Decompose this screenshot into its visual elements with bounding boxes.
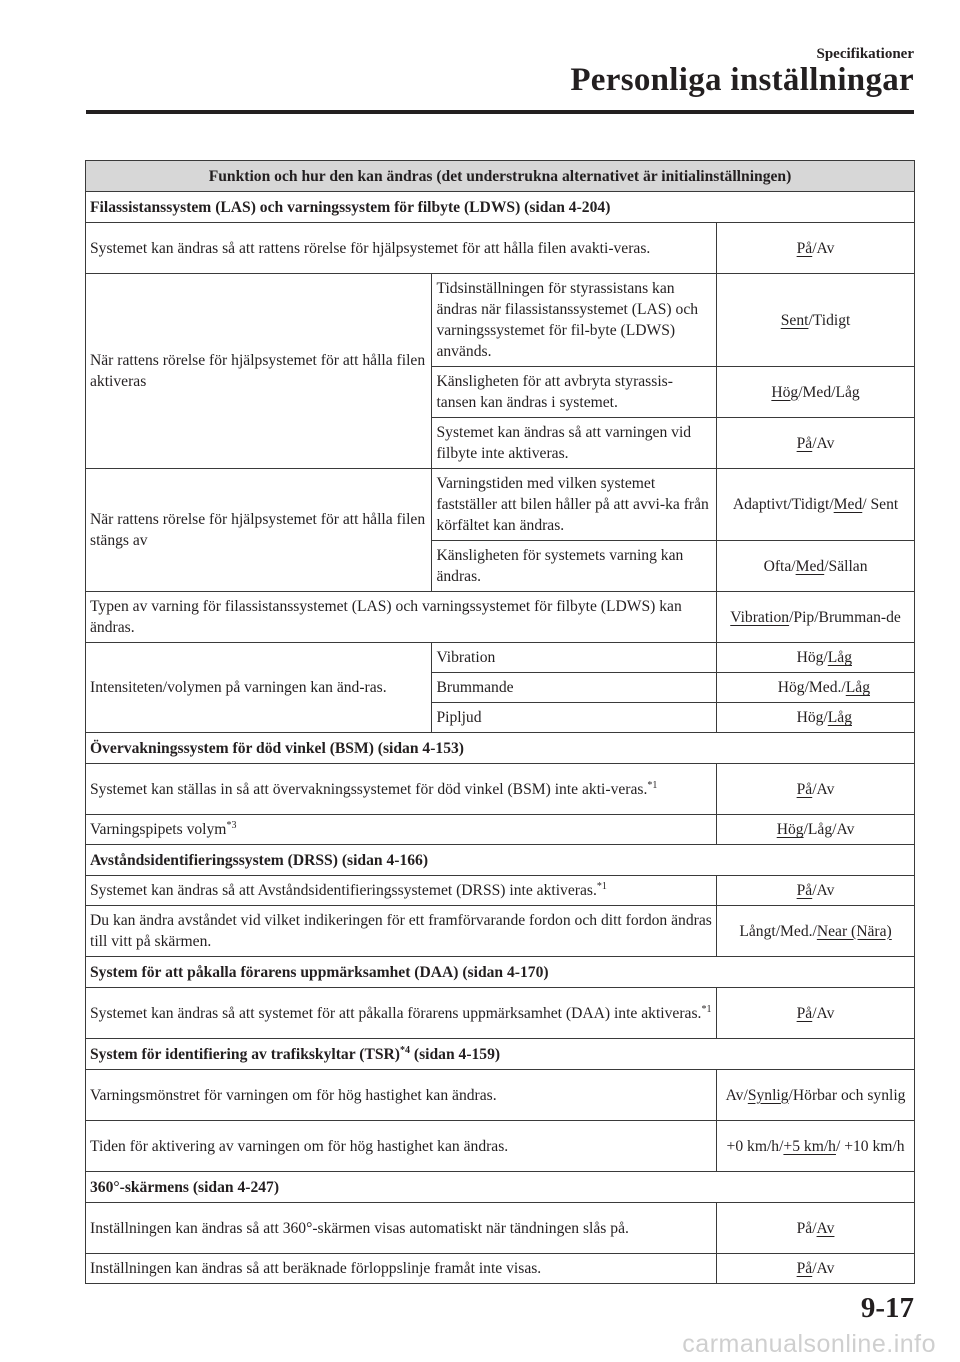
setting-options bbox=[717, 418, 915, 469]
setting-options bbox=[717, 1121, 915, 1172]
table-row bbox=[86, 876, 915, 906]
setting-options bbox=[717, 703, 915, 733]
option-text: /Låg/Av bbox=[803, 821, 855, 838]
table-header-cell: Funktion och hur den kan ändras (det understrukna alternativet är initialinställningen) bbox=[86, 161, 915, 192]
group-label: När rattens rörelse för hjälpsystemet för att hålla filen stängs av bbox=[86, 469, 432, 592]
settings-table bbox=[85, 160, 915, 1284]
section-row-tsr bbox=[86, 1039, 915, 1070]
option-text: Långt/Med./ bbox=[739, 922, 817, 940]
setting-options bbox=[717, 1254, 915, 1284]
option-text: /Sällan bbox=[824, 557, 868, 575]
default-option: Sent bbox=[780, 311, 809, 329]
setting-options bbox=[717, 1203, 915, 1254]
setting-description bbox=[86, 764, 717, 815]
setting-description: Typen av varning för filassistanssystemet (LAS) och varningssystemet för filbyte (LDWS) kan ändras. bbox=[86, 592, 717, 643]
option-text: Av/ bbox=[725, 1086, 748, 1104]
default-option: På bbox=[796, 1260, 813, 1277]
default-option: Av bbox=[816, 1219, 835, 1237]
default-option: Synlig bbox=[747, 1086, 789, 1104]
table-row bbox=[86, 1121, 915, 1172]
table-row bbox=[86, 906, 915, 957]
option-text: Adaptivt/Tidigt/ bbox=[732, 496, 834, 513]
section-title-drss: Avståndsidentifieringssystem (DRSS) (sidan 4-166) bbox=[86, 845, 915, 876]
default-option: Near (Nära) bbox=[816, 922, 892, 940]
section-title-tsr bbox=[86, 1039, 915, 1070]
default-option: På bbox=[796, 434, 813, 452]
setting-description: Varningstiden med vilken systemet fastställer att bilen håller på att avvi-ka från körfältet kan ändras. bbox=[432, 469, 717, 541]
warning-type: Pipljud bbox=[432, 703, 717, 733]
option-text: /Pip/Brumman-de bbox=[789, 608, 901, 626]
table-row bbox=[86, 1254, 915, 1284]
table-row bbox=[86, 815, 915, 845]
default-option: På bbox=[796, 882, 813, 899]
setting-options bbox=[717, 988, 915, 1039]
setting-options bbox=[717, 643, 915, 673]
default-option: Med bbox=[795, 557, 825, 575]
setting-options bbox=[717, 367, 915, 418]
table-row bbox=[86, 764, 915, 815]
group-label: När rattens rörelse för hjälpsystemet för att hålla filen aktiveras bbox=[86, 274, 432, 469]
section-title-daa: System för att påkalla förarens uppmärksamhet (DAA) (sidan 4-170) bbox=[86, 957, 915, 988]
setting-options bbox=[717, 469, 915, 541]
option-text: / +10 km/h bbox=[835, 1137, 905, 1155]
option-text: /Tidigt bbox=[808, 311, 851, 329]
page-title: Personliga inställningar bbox=[570, 62, 914, 98]
footnote-ref: *4 bbox=[399, 1044, 410, 1056]
default-option: På bbox=[796, 780, 813, 798]
option-text: /Med/Låg bbox=[798, 383, 860, 401]
table-row bbox=[86, 988, 915, 1039]
option-text: /Hörbar och synlig bbox=[788, 1086, 906, 1104]
setting-options bbox=[717, 274, 915, 367]
table-row bbox=[86, 1070, 915, 1121]
section-row-bsm bbox=[86, 733, 915, 764]
setting-description: Inställningen kan ändras så att beräknade förloppslinje framåt inte visas. bbox=[86, 1254, 717, 1284]
option-text: Hög/ bbox=[796, 709, 828, 726]
default-option: Låg bbox=[827, 649, 852, 666]
option-text: På/ bbox=[796, 1219, 817, 1237]
option-text: Hög/Med./ bbox=[777, 679, 846, 696]
section-row-daa bbox=[86, 957, 915, 988]
header-rule bbox=[86, 110, 914, 114]
watermark: carmanualsonline.info bbox=[682, 1330, 936, 1358]
setting-description: Känsligheten för systemets varning kan ändras. bbox=[432, 541, 717, 592]
table-row bbox=[86, 1203, 915, 1254]
footnote-ref: *1 bbox=[596, 880, 607, 892]
footnote-ref: *3 bbox=[226, 819, 237, 831]
default-option: Hög bbox=[771, 383, 799, 401]
setting-description: Varningsmönstret för varningen om för hög hastighet kan ändras. bbox=[86, 1070, 717, 1121]
section-title-text: System för identifiering av trafikskyltar (TSR) bbox=[90, 1045, 400, 1063]
section-row-drss bbox=[86, 845, 915, 876]
description-text: Systemet kan ställas in så att övervakningssystemet för död vinkel (BSM) inte akti-veras. bbox=[90, 780, 648, 798]
warning-type: Brummande bbox=[432, 673, 717, 703]
option-text: /Av bbox=[812, 1004, 835, 1022]
default-option: På bbox=[796, 239, 813, 257]
section-row-360 bbox=[86, 1172, 915, 1203]
default-option: +5 km/h bbox=[783, 1137, 836, 1155]
setting-description bbox=[86, 815, 717, 845]
setting-description: Tiden för aktivering av varningen om för hög hastighet kan ändras. bbox=[86, 1121, 717, 1172]
setting-description: Du kan ändra avståndet vid vilket indikeringen för ett framförvarande fordon och ditt fordon ändras till vitt på skärmen. bbox=[86, 906, 717, 957]
section-page-ref: (sidan 4-159) bbox=[409, 1045, 501, 1063]
setting-description: Systemet kan ändras så att rattens rörelse för hjälpsystemet för att hålla filen avakti-veras. bbox=[86, 223, 717, 274]
option-text: /Av bbox=[812, 1260, 835, 1277]
option-text: /Av bbox=[812, 434, 835, 452]
default-option: På bbox=[796, 1004, 813, 1022]
setting-options bbox=[717, 541, 915, 592]
table-row bbox=[86, 643, 915, 673]
setting-options bbox=[717, 223, 915, 274]
setting-description bbox=[86, 988, 717, 1039]
setting-description: Tidsinställningen för styrassistans kan ändras när filassistanssystemet (LAS) och varningssystemet för fil-byte (LDWS) används. bbox=[432, 274, 717, 367]
table-row bbox=[86, 274, 915, 367]
section-title-bsm: Övervakningssystem för död vinkel (BSM) (sidan 4-153) bbox=[86, 733, 915, 764]
default-option: Låg bbox=[827, 709, 852, 726]
option-text: +0 km/h/ bbox=[726, 1137, 784, 1155]
option-text: /Av bbox=[812, 882, 835, 899]
option-text: /Av bbox=[812, 239, 835, 257]
table-row bbox=[86, 592, 915, 643]
setting-description: Känsligheten för att avbryta styrassis-tansen kan ändras i systemet. bbox=[432, 367, 717, 418]
setting-options bbox=[717, 906, 915, 957]
description-text: Systemet kan ändras så att systemet för att påkalla förarens uppmärksamhet (DAA) inte aktiveras. bbox=[90, 1004, 702, 1022]
setting-options bbox=[717, 764, 915, 815]
option-text: Ofta/ bbox=[763, 557, 796, 575]
option-text: /Av bbox=[812, 780, 835, 798]
setting-options bbox=[717, 876, 915, 906]
table-header-row bbox=[86, 161, 915, 192]
warning-type: Vibration bbox=[432, 643, 717, 673]
default-option: Med bbox=[833, 496, 863, 513]
option-text: / Sent bbox=[862, 496, 899, 513]
table-row bbox=[86, 469, 915, 541]
footnote-ref: *1 bbox=[647, 779, 658, 791]
default-option: Låg bbox=[845, 679, 870, 696]
setting-options bbox=[717, 1070, 915, 1121]
page-number: 9-17 bbox=[860, 1292, 914, 1324]
section-row-las bbox=[86, 192, 915, 223]
setting-description: Inställningen kan ändras så att 360°-skärmen visas automatiskt när tändningen slås på. bbox=[86, 1203, 717, 1254]
default-option: Hög bbox=[776, 821, 804, 838]
setting-options bbox=[717, 592, 915, 643]
option-text: Hög/ bbox=[796, 649, 828, 666]
group-label: Intensiteten/volymen på varningen kan änd-ras. bbox=[86, 643, 432, 733]
section-title-360: 360°-skärmens (sidan 4-247) bbox=[86, 1172, 915, 1203]
section-label: Specifikationer bbox=[816, 46, 914, 62]
description-text: Varningspipets volym bbox=[90, 821, 227, 838]
setting-options bbox=[717, 815, 915, 845]
table-row bbox=[86, 223, 915, 274]
setting-options bbox=[717, 673, 915, 703]
description-text: Systemet kan ändras så att Avståndsidentifieringssystemet (DRSS) inte aktiveras. bbox=[90, 882, 597, 899]
section-title-las: Filassistanssystem (LAS) och varningssystem för filbyte (LDWS) (sidan 4-204) bbox=[86, 192, 915, 223]
setting-description: Systemet kan ändras så att varningen vid filbyte inte aktiveras. bbox=[432, 418, 717, 469]
setting-description bbox=[86, 876, 717, 906]
footnote-ref: *1 bbox=[701, 1003, 712, 1015]
default-option: Vibration bbox=[730, 608, 790, 626]
